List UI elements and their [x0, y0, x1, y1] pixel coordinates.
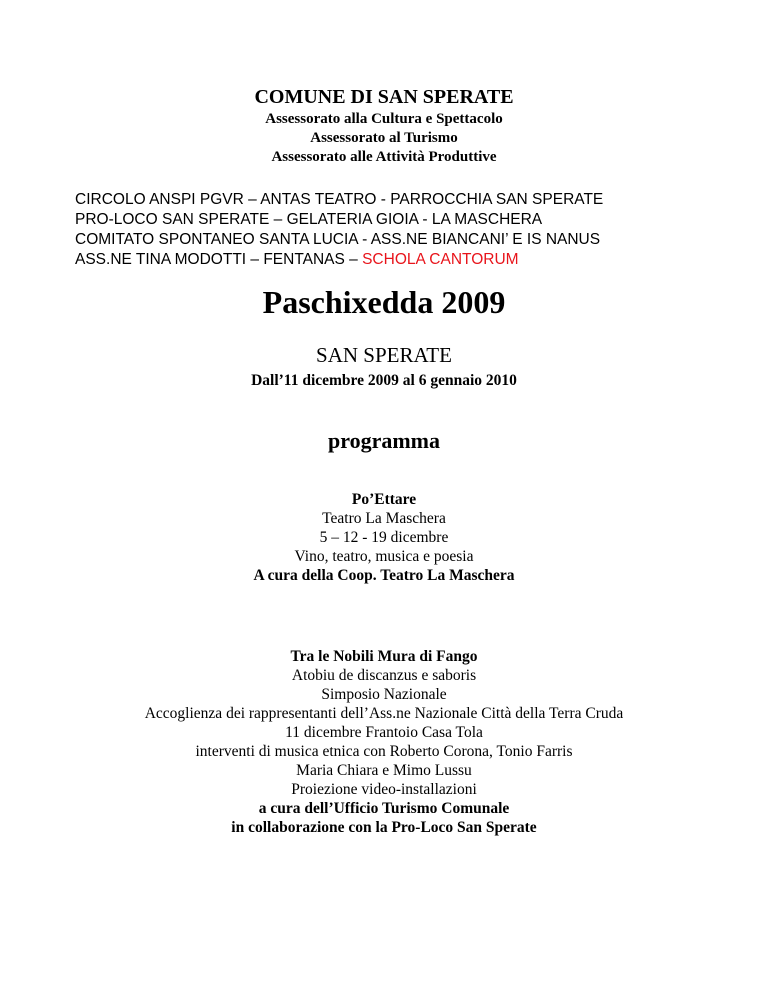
organizers-line-2: PRO-LOCO SAN SPERATE – GELATERIA GIOIA - LA MASCHERA [75, 211, 543, 228]
item-2-line-2: Simposio Nazionale [321, 686, 447, 703]
item-1-credit: A cura della Coop. Teatro La Maschera [253, 567, 515, 584]
item-2-line-6: Maria Chiara e Mimo Lussu [296, 762, 472, 779]
event-title: Paschixedda 2009 [262, 284, 506, 320]
department-production: Assessorato alle Attività Produttive [271, 149, 497, 165]
organizers-list [75, 190, 603, 270]
item-2-line-1: Atobiu de discanzus e saboris [291, 667, 477, 684]
item-1-dates: 5 – 12 - 19 dicembre [319, 529, 449, 546]
item-1-title: Po’Ettare [351, 491, 417, 508]
organizers-line-3: COMITATO SPONTANEO SANTA LUCIA - ASS.NE BIANCANI’ E IS NANUS [75, 231, 601, 248]
event-dates: Dall’11 dicembre 2009 al 6 gennaio 2010 [251, 372, 517, 389]
organizers-line-1: CIRCOLO ANSPI PGVR – ANTAS TEATRO - PARROCCHIA SAN SPERATE [75, 191, 604, 208]
department-culture: Assessorato alla Cultura e Spettacolo [265, 111, 503, 127]
item-2-line-3: Accoglienza dei rappresentanti dell’Ass.ne Nazionale Città della Terra Cruda [144, 705, 624, 722]
organizers-line-4 [75, 250, 603, 270]
municipality-title: COMUNE DI SAN SPERATE [254, 86, 514, 108]
organizers-line-4-text: ASS.NE TINA MODOTTI – FENTANAS – [75, 251, 363, 268]
item-1-venue: Teatro La Maschera [322, 510, 446, 527]
item-2-line-7: Proiezione video-installazioni [291, 781, 477, 798]
department-tourism: Assessorato al Turismo [310, 130, 458, 146]
item-1-description: Vino, teatro, musica e poesia [294, 548, 474, 565]
schola-cantorum-highlight: SCHOLA CANTORUM [362, 251, 519, 268]
item-2-line-4: 11 dicembre Frantoio Casa Tola [285, 724, 483, 741]
item-2-line-5: interventi di musica etnica con Roberto Corona, Tonio Farris [195, 743, 573, 760]
event-place: SAN SPERATE [316, 343, 452, 367]
item-2-credit-1: a cura dell’Ufficio Turismo Comunale [258, 800, 510, 817]
item-2-credit-2: in collaborazione con la Pro-Loco San Sperate [231, 819, 537, 836]
item-2-title: Tra le Nobili Mura di Fango [290, 648, 478, 665]
program-heading: programma [327, 428, 441, 453]
